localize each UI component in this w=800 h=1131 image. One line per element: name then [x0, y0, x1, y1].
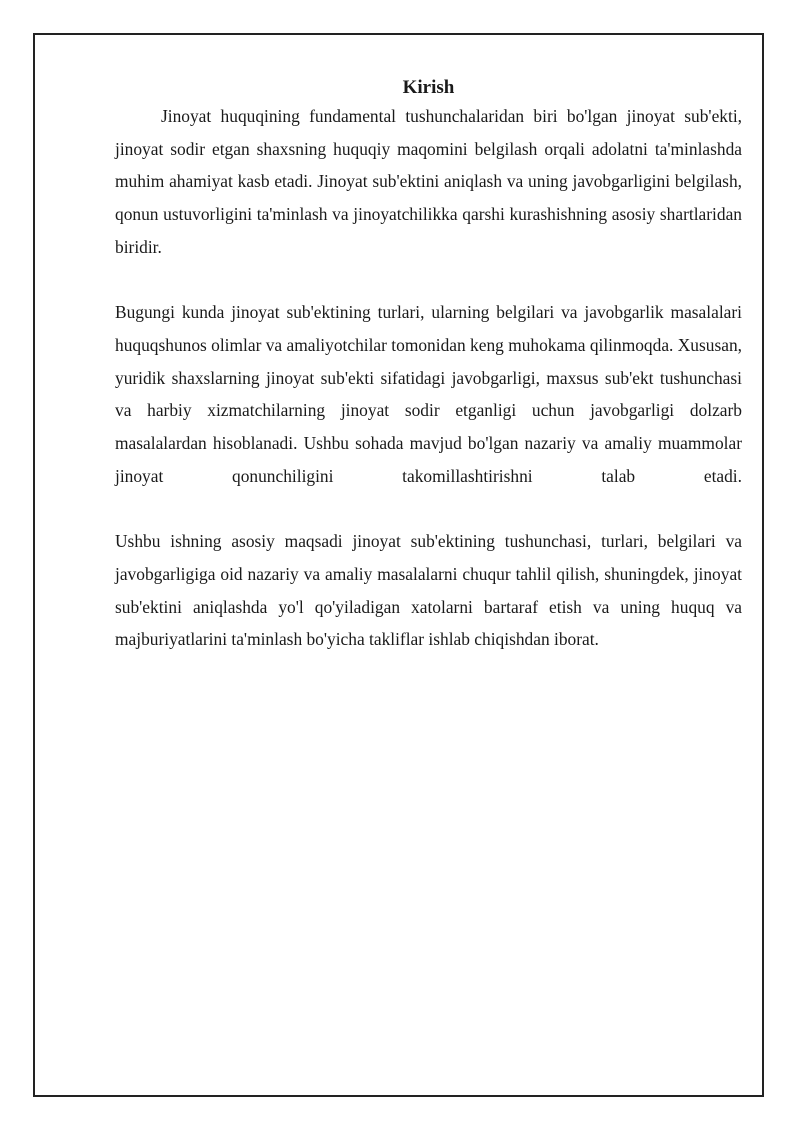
document-title: Kirish [402, 77, 455, 98]
paragraph-context: Bugungi kunda jinoyat sub'ektining turlari, ularning belgilari va javobgarlik masalalari huquqshunos olimlar va amaliyotchilar tomonidan keng muhokama qilinmoqda. Xususan, yuridik shaxslarning jinoyat sub'ekti sifatidagi javobgarligi, maxsus sub'ekt tushunchasi va harbiy xizmatchilarning jinoyat sodir etganligi uchun javobgarligi dolzarb masalalardan hisoblanadi. Ushbu sohada mavjud bo'lgan nazariy va amaliy muammolar jinoyat qonunchiligini takomillashtirishni talab etadi. [115, 302, 742, 486]
document-body [115, 76, 742, 656]
paragraph-spacer [115, 264, 742, 297]
paragraph-spacer [115, 492, 742, 525]
paragraph-intro: Jinoyat huquqining fundamental tushunchalaridan biri bo'lgan jinoyat sub'ekti, jinoyat sodir etgan shaxsning huquqiy maqomini belgilash orqali adolatni ta'minlashda muhim ahamiyat kasb etadi. Jinoyat sub'ektini aniqlash va uning javobgarligini belgilash, qonun ustuvorligini ta'minlash va jinoyatchilikka qarshi kurashishning asosiy shartlaridan biridir. [115, 106, 742, 257]
paragraph-goal: Ushbu ishning asosiy maqsadi jinoyat sub'ektining tushunchasi, turlari, belgilari va javobgarligiga oid nazariy va amaliy masalalarni chuqur tahlil qilish, shuningdek, jinoyat sub'ektini aniqlashda yo'l qo'yiladigan xatolarni bartaraf etish va uning huquq va majburiyatlarini ta'minlash bo'yicha takliflar ishlab chiqishdan iborat. [115, 531, 742, 650]
